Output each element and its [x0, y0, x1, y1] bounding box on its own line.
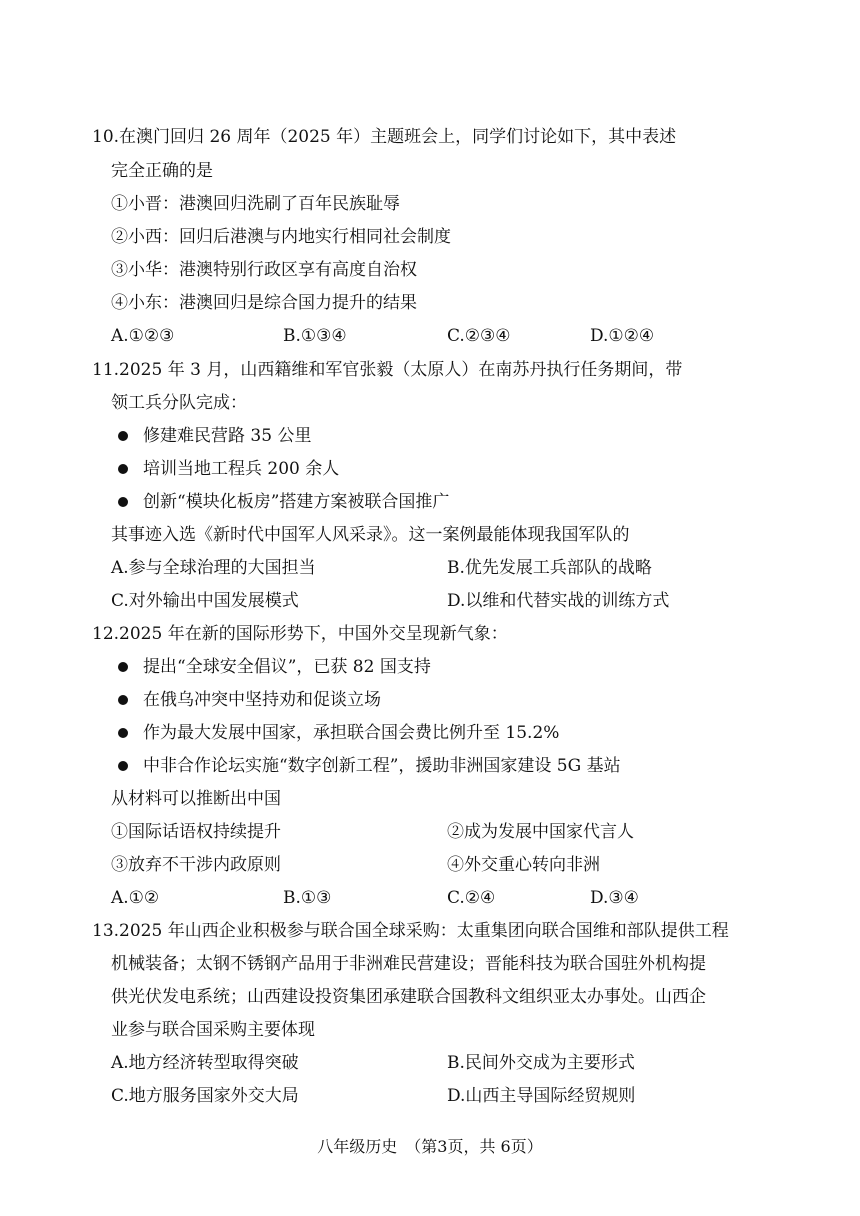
- q12-option-c: C.②④: [447, 888, 496, 908]
- q11-option-d: D.以维和代替实战的训练方式: [447, 591, 670, 611]
- q10-stem-line1: 10.在澳门回归 26 周年（2025 年）主题班会上，同学们讨论如下，其中表述: [92, 127, 677, 147]
- q11-stem-line1: 11.2025 年 3 月，山西籍维和军官张毅（太原人）在南苏丹执行任务期间，带: [92, 360, 683, 380]
- bullet-dot: [118, 761, 128, 771]
- q12-bullet-1: 提出“全球安全倡议”，已获 82 国支持: [143, 657, 431, 677]
- q10-item-1: ①小晋：港澳回归洗刷了百年民族耻辱: [111, 194, 400, 214]
- q11-bullet-2: 培训当地工程兵 200 余人: [143, 459, 340, 479]
- q13-stem-line3: 供光伏发电系统；山西建设投资集团承建联合国教科文组织亚太办事处。山西企: [111, 987, 706, 1007]
- q10-option-d: D.①②④: [590, 326, 655, 346]
- q11-bullet-1: 修建难民营路 35 公里: [143, 426, 312, 446]
- q13-stem-line1: 13.2025 年山西企业积极参与联合国全球采购：太重集团向联合国维和部队提供工程: [92, 921, 729, 941]
- q10-stem-line2: 完全正确的是: [111, 161, 213, 181]
- q12-bullet-3: 作为最大发展中国家，承担联合国会费比例升至 15.2%: [143, 723, 560, 743]
- q11-stem-line3: 其事迹入选《新时代中国军人风采录》。这一案例最能体现我国军队的: [111, 525, 630, 545]
- q12-bullet-4: 中非合作论坛实施“数字创新工程”，援助非洲国家建设 5G 基站: [143, 756, 621, 776]
- bullet-dot: [118, 662, 128, 672]
- q13-option-a: A.地方经济转型取得突破: [111, 1053, 299, 1073]
- q13-option-d: D.山西主导国际经贸规则: [447, 1086, 636, 1106]
- q13-stem-line2: 机械装备；太钢不锈钢产品用于非洲难民营建设；晋能科技为联合国驻外机构提: [111, 954, 706, 974]
- q10-item-4: ④小东：港澳回归是综合国力提升的结果: [111, 293, 417, 313]
- page-footer: 八年级历史 （第3页，共 6页）: [317, 1137, 543, 1156]
- q11-option-b: B.优先发展工兵部队的战略: [447, 558, 652, 578]
- q12-item-3: ③放弃不干涉内政原则: [111, 855, 281, 875]
- q12-option-a: A.①②: [111, 888, 160, 908]
- q12-option-d: D.③④: [590, 888, 639, 908]
- bullet-dot: [118, 431, 128, 441]
- q10-item-2: ②小西：回归后港澳与内地实行相同社会制度: [111, 227, 451, 247]
- q11-bullet-3: 创新“模块化板房”搭建方案被联合国推广: [143, 492, 450, 512]
- q10-item-3: ③小华：港澳特别行政区享有高度自治权: [111, 260, 417, 280]
- bullet-dot: [118, 464, 128, 474]
- q13-option-c: C.地方服务国家外交大局: [111, 1086, 299, 1106]
- q10-option-c: C.②③④: [447, 326, 511, 346]
- q11-stem-line2: 领工兵分队完成：: [111, 393, 247, 413]
- q12-item-1: ①国际话语权持续提升: [111, 822, 281, 842]
- q13-stem-line4: 业参与联合国采购主要体现: [111, 1020, 315, 1040]
- q11-option-a: A.参与全球治理的大国担当: [111, 558, 316, 578]
- q11-option-c: C.对外输出中国发展模式: [111, 591, 299, 611]
- q12-item-4: ④外交重心转向非洲: [447, 855, 600, 875]
- q12-option-b: B.①③: [283, 888, 332, 908]
- q12-bullet-2: 在俄乌冲突中坚持劝和促谈立场: [143, 690, 381, 710]
- bullet-dot: [118, 695, 128, 705]
- q10-option-b: B.①③④: [283, 326, 347, 346]
- q10-option-a: A.①②③: [111, 326, 175, 346]
- q12-stem-line1: 12.2025 年在新的国际形势下，中国外交呈现新气象：: [92, 624, 508, 644]
- bullet-dot: [118, 497, 128, 507]
- q13-option-b: B.民间外交成为主要形式: [447, 1053, 635, 1073]
- q12-item-2: ②成为发展中国家代言人: [447, 822, 634, 842]
- q12-stem-line2: 从材料可以推断出中国: [111, 789, 281, 809]
- bullet-dot: [118, 728, 128, 738]
